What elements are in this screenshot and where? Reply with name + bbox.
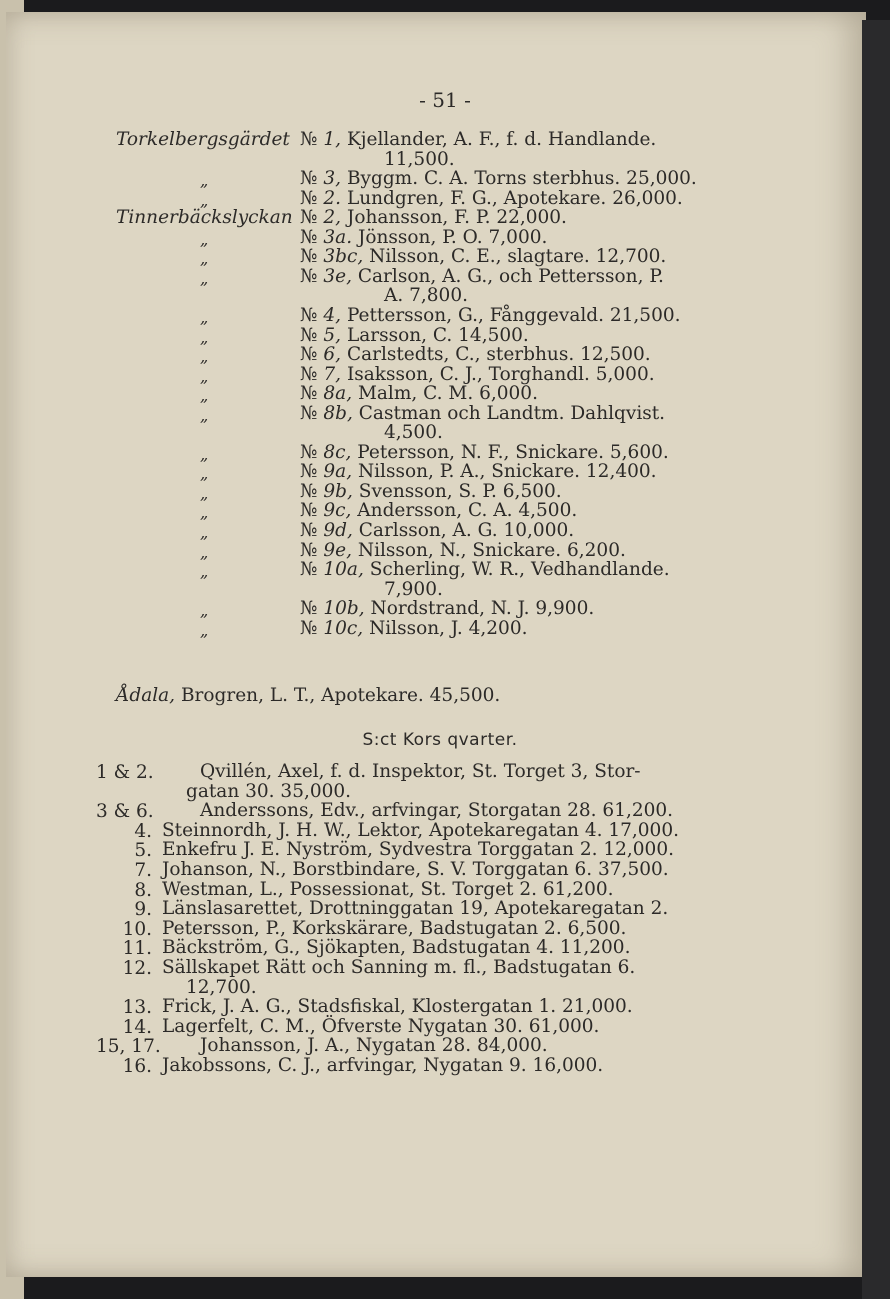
number-sign: № [300, 344, 324, 366]
ditto-mark: „ [200, 327, 209, 347]
ditto-mark: „ [200, 405, 209, 425]
entry-line [300, 521, 574, 541]
entry-line [300, 267, 664, 287]
entry-line [300, 560, 670, 580]
number-sign: № [300, 500, 324, 522]
kors-number: 5. [134, 840, 152, 862]
kors-text: Lagerfelt, C. M., Öfverste Nygatan 30. 61,000. [162, 1015, 600, 1037]
kors-text: Länslasarettet, Drottninggatan 19, Apotekaregatan 2. [162, 898, 669, 920]
entry-line [300, 326, 529, 346]
entry-text: Nilsson, P. A., Snickare. 12,400. [357, 461, 657, 483]
number-sign: № [300, 168, 324, 190]
number-sign: № [300, 383, 324, 405]
page-number: - 51 - [419, 88, 471, 112]
kors-continuation: gatan 30. 35,000. [186, 780, 352, 802]
lot-id: 9a, [323, 461, 358, 483]
entry-line [300, 462, 657, 482]
entry-text: Nilsson, N., Snickare. 6,200. [357, 539, 626, 561]
kors-text: Enkefru J. E. Nyström, Sydvestra Torggatan 2. 12,000. [162, 839, 674, 861]
entry-text: Carlson, A. G., och Pettersson, P. [357, 265, 664, 287]
entry-text: Malm, C. M. 6,000. [357, 383, 538, 405]
lot-id: 8c, [323, 441, 358, 463]
kors-number: 13. [122, 997, 152, 1019]
entry-text: Pettersson, G., Fånggevald. 21,500. [346, 304, 681, 326]
entry-continuation: A. 7,800. [384, 285, 468, 307]
kors-text: Sällskapet Rätt och Sanning m. fl., Badstugatan 6. [162, 957, 636, 978]
lot-id: 3, [323, 168, 347, 190]
number-sign: № [300, 187, 324, 209]
entry-text: Kjellander, A. F., f. d. Handlande. [346, 129, 657, 150]
entry-line [300, 208, 567, 228]
entry-line [300, 599, 594, 619]
number-sign: № [300, 402, 324, 424]
ditto-mark: „ [200, 444, 209, 464]
number-sign: № [300, 520, 324, 541]
number-sign: № [300, 226, 324, 248]
lot-id: 3a. [323, 226, 358, 248]
number-sign: № [300, 461, 324, 483]
lot-id: 9c, [323, 500, 358, 522]
entry-line [300, 306, 681, 326]
entry-line [300, 228, 547, 248]
ditto-mark: „ [200, 562, 209, 582]
entry-text: Petersson, N. F., Snickare. 5,600. [357, 441, 669, 463]
entry-line [300, 384, 538, 404]
lot-id: 9d, [323, 520, 359, 541]
number-sign: № [300, 363, 324, 385]
kors-text: Bäckström, G., Sjökapten, Badstugatan 4. 11,200. [162, 937, 631, 959]
kors-text: Petersson, P., Korkskärare, Badstugatan 2. 6,500. [162, 917, 627, 939]
number-sign: № [300, 480, 324, 502]
ditto-mark: „ [200, 523, 209, 542]
number-sign: № [300, 129, 324, 150]
kors-number: 12. [122, 958, 152, 979]
kors-number: 15, 17. [96, 1036, 161, 1058]
entry-line [300, 247, 666, 267]
entry-text: Byggm. C. A. Torns sterbhus. 25,000. [346, 168, 697, 190]
entry-line [300, 169, 697, 189]
ditto-mark: „ [200, 366, 209, 386]
ditto-mark: „ [200, 483, 209, 503]
number-sign: № [300, 539, 324, 561]
number-sign: № [300, 304, 324, 326]
entry-line [300, 345, 651, 365]
lot-id: 9b, [323, 480, 359, 502]
lot-id: 10a, [323, 559, 370, 581]
number-sign: № [300, 441, 324, 463]
entry-line [300, 189, 683, 209]
entry-text: Nilsson, C. E., slagtare. 12,700. [369, 246, 667, 268]
number-sign: № [300, 559, 324, 581]
ditto-mark: „ [200, 464, 209, 484]
ditto-mark: „ [200, 601, 209, 621]
lot-id: 5, [323, 324, 347, 346]
entry-line [300, 365, 655, 385]
kors-number: 9. [134, 899, 152, 921]
entry-text: Isaksson, C. J., Torghandl. 5,000. [346, 363, 655, 385]
lot-id: 7, [323, 363, 347, 385]
kors-number: 14. [122, 1016, 152, 1038]
lot-id: 3e, [323, 265, 358, 287]
district-label: Torkelbergsgärdet [116, 129, 290, 150]
entry-text: Lundgren, F. G., Apotekare. 26,000. [346, 187, 683, 209]
lot-id: 2, [323, 207, 347, 229]
kors-text: Anderssons, Edv., arfvingar, Storgatan 28. 61,200. [200, 800, 674, 822]
lot-id: 8a, [323, 383, 358, 405]
kors-text: Qvillén, Axel, f. d. Inspektor, St. Torget 3, Stor- [200, 761, 641, 782]
kors-text: Westman, L., Possessionat, St. Torget 2. 61,200. [162, 878, 614, 900]
kors-number: 1 & 2. [96, 762, 154, 783]
kors-text: Steinnordh, J. H. W., Lektor, Apotekaregatan 4. 17,000. [162, 819, 679, 841]
entry-text: Carlstedts, C., sterbhus. 12,500. [346, 344, 651, 366]
number-sign: № [300, 617, 324, 639]
lot-id: 8b, [323, 402, 359, 424]
number-sign: № [300, 324, 324, 346]
entry-text: Larsson, C. 14,500. [346, 324, 529, 346]
lot-id: 6, [323, 344, 347, 366]
kors-number: 11. [122, 938, 152, 960]
kors-number: 7. [134, 860, 152, 881]
lot-id: 10b, [323, 598, 371, 620]
number-sign: № [300, 207, 324, 229]
number-sign: № [300, 265, 324, 287]
entry-text: Carlsson, A. G. 10,000. [358, 520, 575, 541]
lot-id: 4, [323, 304, 347, 326]
ditto-mark: „ [200, 386, 209, 406]
kors-continuation: 12,700. [186, 976, 257, 998]
lot-id: 10c, [323, 617, 370, 639]
kors-text: Jakobssons, C. J., arfvingar, Nygatan 9. 16,000. [162, 1055, 604, 1076]
ditto-mark: „ [200, 307, 209, 327]
kors-text: Johanson, N., Borstbindare, S. V. Torggatan 6. 37,500. [162, 859, 669, 880]
entry-line [300, 443, 669, 463]
kors-number: 8. [134, 879, 152, 901]
adala-entry [116, 686, 500, 706]
ditto-mark: „ [200, 503, 209, 523]
entry-text: Svensson, S. P. 6,500. [358, 480, 562, 502]
kors-number: 16. [122, 1056, 152, 1077]
ditto-mark: „ [200, 229, 209, 249]
kors-number: 10. [122, 918, 152, 940]
entry-line [300, 404, 665, 424]
ditto-mark: „ [200, 249, 209, 269]
entry-continuation: 11,500. [384, 148, 455, 170]
entry-line [300, 501, 577, 521]
kors-number: 4. [134, 820, 152, 842]
entry-line [300, 130, 656, 150]
number-sign: № [300, 246, 324, 268]
adala-label: Ådala, [116, 685, 176, 706]
entry-text: Nordstrand, N. J. 9,900. [370, 598, 595, 620]
kors-number: 3 & 6. [96, 801, 154, 823]
number-sign: № [300, 598, 324, 620]
kors-text: Frick, J. A. G., Stadsfiskal, Klostergatan 1. 21,000. [162, 996, 633, 1018]
entry-line [300, 541, 626, 561]
lot-id: 2. [323, 187, 347, 209]
kors-text: Johansson, J. A., Nygatan 28. 84,000. [200, 1035, 548, 1057]
ditto-mark: „ [200, 268, 209, 288]
entry-continuation: 4,500. [384, 422, 443, 444]
ditto-mark: „ [200, 190, 209, 210]
lot-id: 1, [323, 129, 347, 150]
lot-id: 3bc, [323, 246, 370, 268]
entry-line [300, 619, 527, 639]
ditto-mark: „ [200, 542, 209, 562]
entry-text: Johansson, F. P. 22,000. [346, 207, 567, 229]
lot-id: 9e, [323, 539, 358, 561]
district-label: Tinnerbäckslyckan [116, 207, 293, 229]
quarter-heading: S:ct Kors qvarter. [362, 730, 518, 750]
entry-text: Castman och Landtm. Dahlqvist. [358, 402, 666, 424]
ditto-mark: „ [200, 171, 209, 191]
entry-line [300, 482, 562, 502]
ditto-mark: „ [200, 620, 209, 640]
entry-text: Nilsson, J. 4,200. [369, 617, 528, 639]
ditto-mark: „ [200, 347, 209, 367]
entry-text: Andersson, C. A. 4,500. [357, 500, 578, 522]
entry-continuation: 7,900. [384, 578, 443, 600]
entry-text: Jönsson, P. O. 7,000. [357, 226, 548, 248]
entry-text: Scherling, W. R., Vedhandlande. [369, 559, 670, 581]
adala-text: Brogren, L. T., Apotekare. 45,500. [180, 685, 501, 706]
